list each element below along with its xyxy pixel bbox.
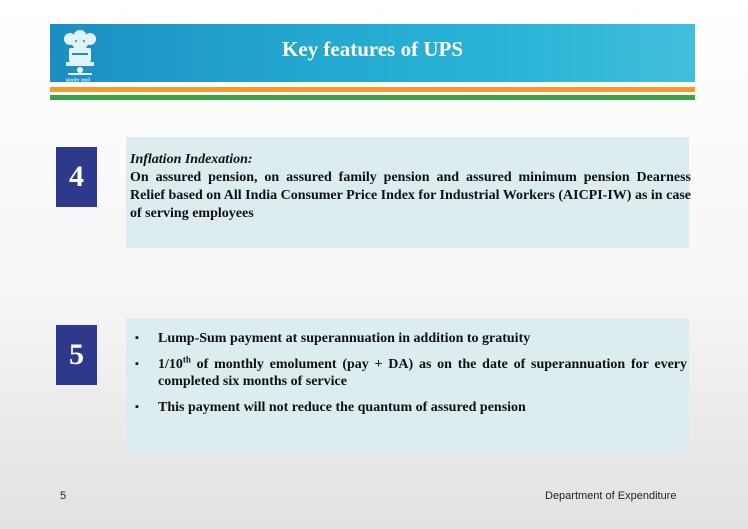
feature-description: On assured pension, on assured family pension and assured minimum pension Dearness Relief based on All India Consumer Price Index for Industrial Workers (AICPI-IW) as in case of serving employees [130,170,691,221]
feature-heading: Inflation Indexation: [130,152,253,167]
title-banner [50,24,695,82]
page-number: 5 [60,490,67,502]
department-label: Department of Expenditure [545,490,677,502]
bullet-list [126,330,689,425]
bullet-icon: ▪ [135,358,139,370]
bullet-text: 1/10th of monthly emolument (pay + DA) as on the date of superannuation for every completed six months of service [158,354,687,389]
bullet-icon: ▪ [135,332,139,344]
bullet-icon: ▪ [135,401,139,413]
list-item [126,330,689,347]
list-item [126,399,689,416]
feature-panel-inflation [126,137,689,248]
slide-title: Key features of UPS [282,37,463,61]
bullet-text: This payment will not reduce the quantum of assured pension [158,400,526,415]
saffron-stripe [50,87,695,92]
list-item [126,356,689,390]
green-stripe [50,95,695,100]
feature-number-badge: 5 [56,325,97,385]
feature-panel-lumpsum [126,318,689,451]
bullet-text: Lump-Sum payment at superannuation in addition to gratuity [158,331,531,346]
emblem-caption: सत्यमेव जयते [65,78,91,84]
feature-number-badge: 4 [56,147,97,207]
